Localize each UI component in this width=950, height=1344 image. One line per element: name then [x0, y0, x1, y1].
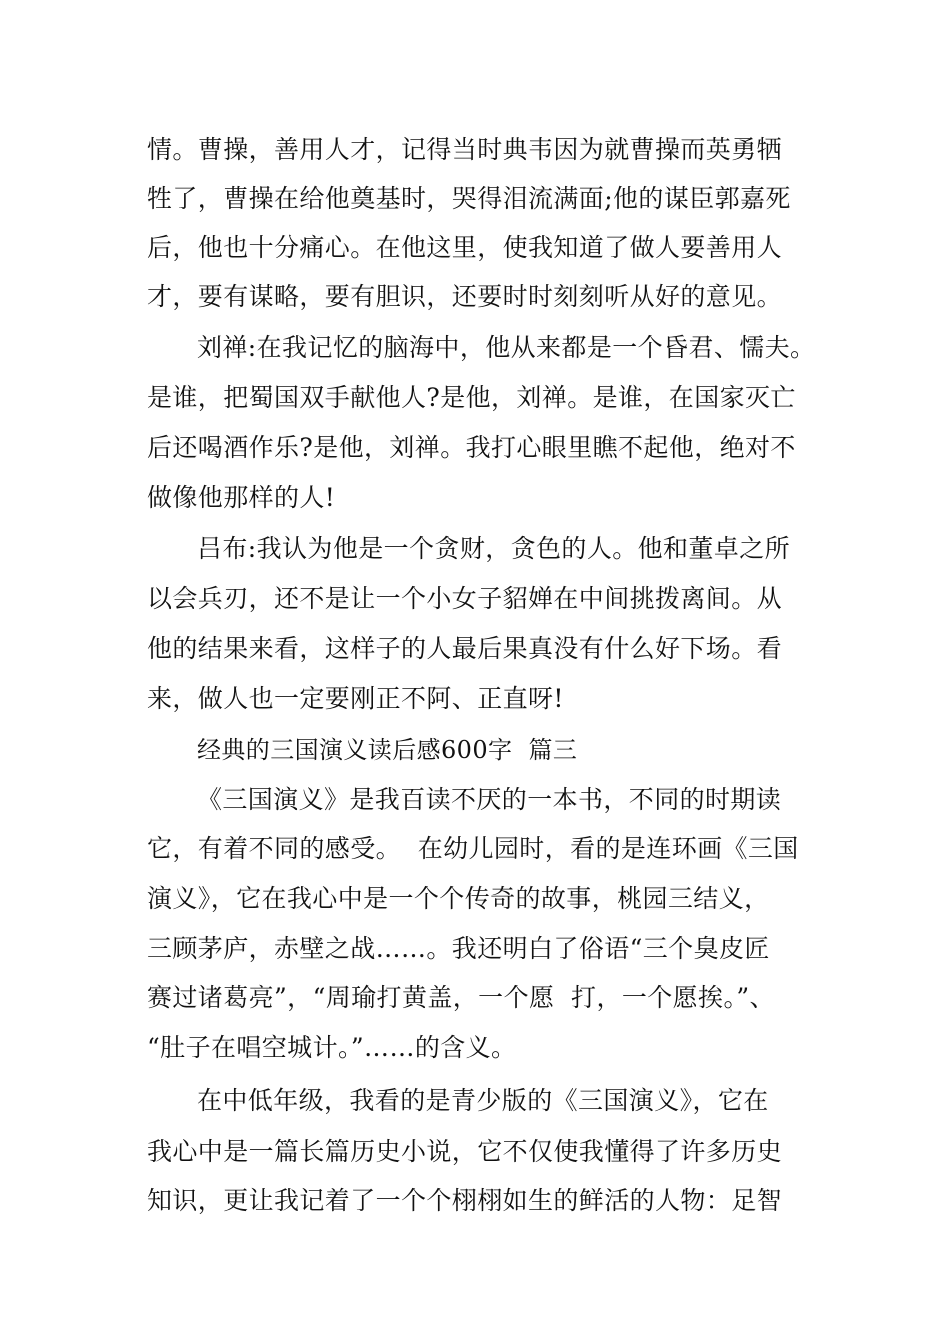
body-text-line: 情。曹操，善用人才，记得当时典韦因为就曹操而英勇牺	[147, 135, 783, 164]
body-text-line: 赛过诸葛亮”，“周瑜打黄盖，一个愿 打，一个愿挨。”、	[147, 983, 775, 1012]
body-text-line: 我心中是一篇长篇历史小说，它不仅使我懂得了许多历史	[147, 1137, 783, 1166]
body-text-line: 后还喝酒作乐?是他，刘禅。我打心眼里瞧不起他，绝对不	[147, 433, 796, 462]
body-text-line: 后，他也十分痛心。在他这里，使我知道了做人要善用人	[147, 233, 783, 262]
body-text-line: 才，要有谋略，要有胆识，还要时时刻刻听从好的意见。	[147, 282, 783, 311]
body-text-line: 它，有着不同的感受。 在幼儿园时，看的是连环画《三国	[147, 834, 799, 863]
body-text-line: 牲了，曹操在给他奠基时，哭得泪流满面;他的谋臣郭嘉死	[147, 184, 791, 213]
section-heading: 经典的三国演义读后感600字 篇三	[197, 736, 578, 764]
paragraph-start-line: 在中低年级，我看的是青少版的《三国演义》，它在	[197, 1086, 769, 1115]
body-text-line: 是谁，把蜀国双手献他人?是他，刘禅。是谁，在国家灭亡	[147, 383, 796, 412]
body-text-line: 做像他那样的人!	[147, 483, 336, 512]
paragraph-start-line: 《三国演义》是我百读不厌的一本书，不同的时期读	[197, 785, 782, 814]
body-text-line: 他的结果来看，这样子的人最后果真没有什么好下场。看	[147, 634, 783, 663]
body-text-line: 三顾茅庐，赤壁之战……。我还明白了俗语“三个臭皮匠	[147, 934, 770, 963]
paragraph-start-line: 刘禅:在我记忆的脑海中，他从来都是一个昏君、懦夫。	[197, 333, 816, 362]
body-text-line: 来，做人也一定要刚正不阿、正直呀!	[147, 684, 564, 713]
body-text-line: “肚子在唱空城计。”……的含义。	[147, 1033, 517, 1062]
paragraph-start-line: 吕布:我认为他是一个贪财，贪色的人。他和董卓之所	[197, 534, 791, 563]
body-text-line: 以会兵刃，还不是让一个小女子貂婵在中间挑拨离间。从	[147, 584, 783, 613]
body-text-line: 知识，更让我记着了一个个栩栩如生的鲜活的人物：足智	[147, 1186, 783, 1215]
body-text-line: 演义》，它在我心中是一个个传奇的故事，桃园三结义，	[147, 884, 770, 913]
